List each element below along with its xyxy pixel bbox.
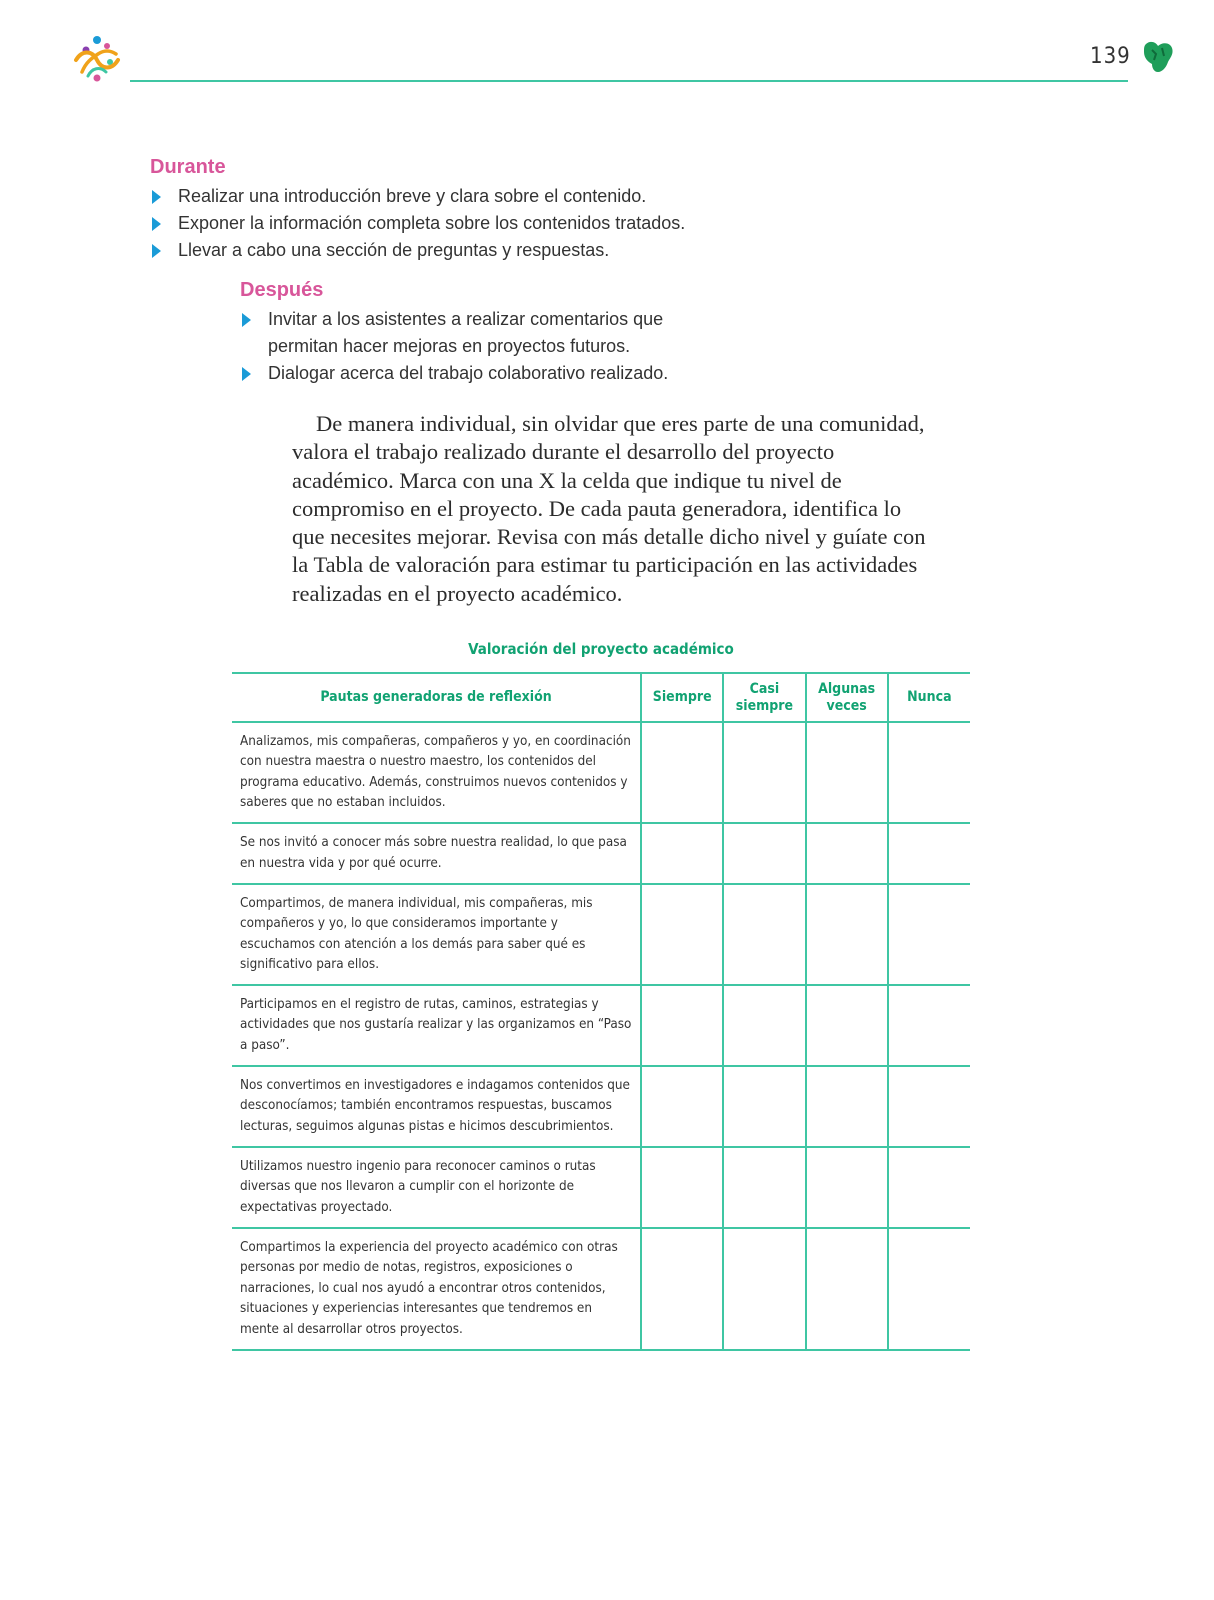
algunas-veces-cell[interactable] — [806, 1066, 888, 1147]
siempre-cell[interactable] — [641, 985, 723, 1066]
header-casi-siempre: Casi siempre — [723, 673, 805, 722]
header-pautas: Pautas generadoras de reflexión — [232, 673, 641, 722]
header-siempre: Siempre — [641, 673, 723, 722]
table-row — [232, 985, 970, 1066]
durante-section — [150, 156, 850, 264]
table-header-row — [232, 673, 970, 722]
table-row — [232, 722, 970, 823]
page-number: 139 — [1090, 44, 1131, 69]
table-row — [232, 1147, 970, 1228]
header-rule — [130, 80, 1128, 82]
pauta-cell: Utilizamos nuestro ingenio para reconocer caminos o rutas diversas que nos llevaron a cumplir con el horizonte de expectativas proyectado. — [232, 1147, 641, 1228]
durante-title: Durante — [150, 156, 226, 178]
nunca-cell[interactable] — [888, 884, 970, 985]
bullet-triangle-icon — [152, 190, 161, 204]
algunas-veces-cell[interactable] — [806, 1228, 888, 1350]
list-item — [240, 360, 680, 387]
list-item-text: Realizar una introducción breve y clara sobre el contenido. — [178, 186, 647, 206]
despues-section — [240, 279, 680, 387]
table-row — [232, 823, 970, 884]
nunca-cell[interactable] — [888, 823, 970, 884]
algunas-veces-cell[interactable] — [806, 823, 888, 884]
bullet-triangle-icon — [242, 313, 251, 327]
instructions-paragraph: De manera individual, sin olvidar que eres parte de una comunidad, valora el trabajo realizado durante el desarrollo del proyecto académico. Marca con una X la celda que indique tu nivel de compromiso en el proyecto. De cada pauta generadora, identifica lo que necesites mejorar. Revisa con más detalle dicho nivel y guíate con la Tabla de valoración para estimar tu participación en las actividades realizadas en el proyecto académico. — [292, 411, 926, 606]
nunca-cell[interactable] — [888, 985, 970, 1066]
list-item — [150, 183, 850, 210]
evaluation-table — [232, 672, 970, 1351]
nunca-cell[interactable] — [888, 722, 970, 823]
list-item-text: Exponer la información completa sobre los contenidos tratados. — [178, 213, 686, 233]
casi-siempre-cell[interactable] — [723, 985, 805, 1066]
list-item-text: Llevar a cabo una sección de preguntas y respuestas. — [178, 240, 610, 260]
casi-siempre-cell[interactable] — [723, 1147, 805, 1228]
book-logo-icon — [70, 32, 126, 88]
pauta-cell: Analizamos, mis compañeras, compañeros y yo, en coordinación con nuestra maestra o nuestro maestro, los contenidos del programa educativo. Además, construimos nuevos contenidos y saberes que no estaban incluidos. — [232, 722, 641, 823]
list-item — [240, 306, 680, 360]
list-item-text: Dialogar acerca del trabajo colaborativo realizado. — [268, 363, 669, 383]
casi-siempre-cell[interactable] — [723, 1066, 805, 1147]
table-title: Valoración del proyecto académico — [468, 640, 734, 658]
table-row — [232, 884, 970, 985]
algunas-veces-cell[interactable] — [806, 722, 888, 823]
table-row — [232, 1066, 970, 1147]
nunca-cell[interactable] — [888, 1228, 970, 1350]
siempre-cell[interactable] — [641, 722, 723, 823]
algunas-veces-cell[interactable] — [806, 985, 888, 1066]
bullet-triangle-icon — [152, 244, 161, 258]
casi-siempre-cell[interactable] — [723, 1228, 805, 1350]
durante-list — [150, 183, 850, 264]
despues-list — [240, 306, 680, 387]
pauta-cell: Compartimos la experiencia del proyecto académico con otras personas por medio de notas, registros, exposiciones o narraciones, lo cual nos ayudó a encontrar otros contenidos, situaciones y experiencias interesantes que tendremos en mente al desarrollar otros proyectos. — [232, 1228, 641, 1350]
list-item — [150, 237, 850, 264]
casi-siempre-cell[interactable] — [723, 884, 805, 985]
nunca-cell[interactable] — [888, 1066, 970, 1147]
list-item-text: Invitar a los asistentes a realizar comentarios que permitan hacer mejoras en proyectos futuros. — [268, 309, 664, 356]
header-nunca: Nunca — [888, 673, 970, 722]
pauta-cell: Nos convertimos en investigadores e indagamos contenidos que desconocíamos; también encontramos respuestas, buscamos lecturas, seguimos algunas pistas e hicimos descubrimientos. — [232, 1066, 641, 1147]
pauta-cell: Se nos invitó a conocer más sobre nuestra realidad, lo que pasa en nuestra vida y por qué ocurre. — [232, 823, 641, 884]
casi-siempre-cell[interactable] — [723, 823, 805, 884]
algunas-veces-cell[interactable] — [806, 1147, 888, 1228]
green-figure-icon — [1140, 38, 1174, 74]
header-algunas-veces: Algunas veces — [806, 673, 888, 722]
table-row — [232, 1228, 970, 1350]
casi-siempre-cell[interactable] — [723, 722, 805, 823]
algunas-veces-cell[interactable] — [806, 884, 888, 985]
bullet-triangle-icon — [152, 217, 161, 231]
list-item — [150, 210, 850, 237]
pauta-cell: Participamos en el registro de rutas, caminos, estrategias y actividades que nos gustaría realizar y las organizamos en “Paso a paso”. — [232, 985, 641, 1066]
nunca-cell[interactable] — [888, 1147, 970, 1228]
pauta-cell: Compartimos, de manera individual, mis compañeras, mis compañeros y yo, lo que consideramos importante y escuchamos con atención a los demás para saber qué es significativo para ellos. — [232, 884, 641, 985]
siempre-cell[interactable] — [641, 1066, 723, 1147]
siempre-cell[interactable] — [641, 1147, 723, 1228]
bullet-triangle-icon — [242, 367, 251, 381]
siempre-cell[interactable] — [641, 1228, 723, 1350]
siempre-cell[interactable] — [641, 884, 723, 985]
siempre-cell[interactable] — [641, 823, 723, 884]
despues-title: Después — [240, 279, 324, 301]
